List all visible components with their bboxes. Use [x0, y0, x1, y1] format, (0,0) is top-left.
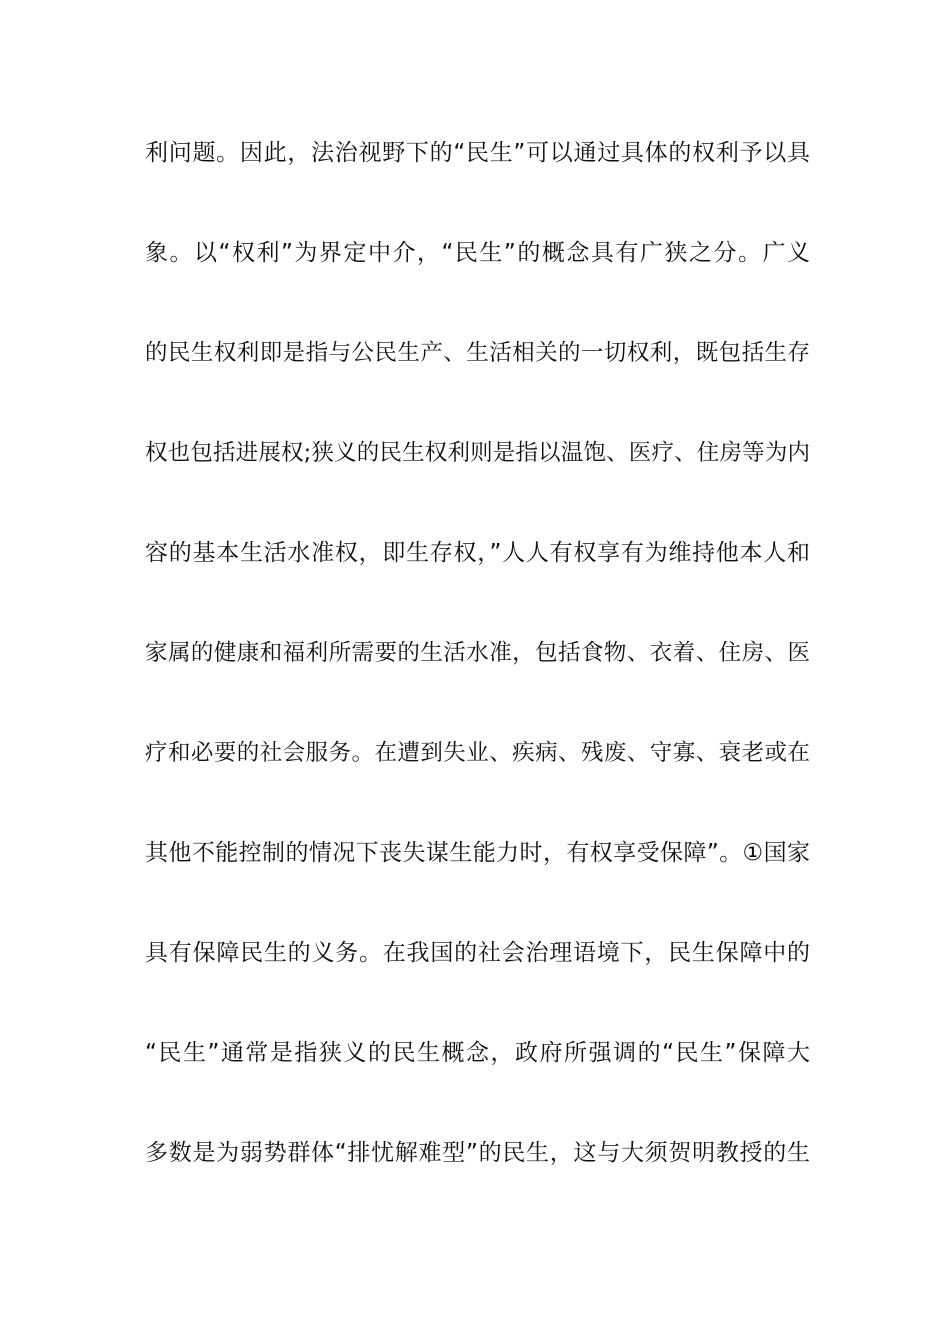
text-line: 疗和必要的社会服务。在遭到失业、疾病、残废、守寡、衰老或在	[145, 740, 810, 766]
body-text	[145, 128, 810, 1228]
text-line: 具有保障民生的义务。在我国的社会治理语境下，民生保障中的	[145, 940, 810, 966]
text-line: 权也包括进展权;狭义的民生权利则是指以温饱、医疗、住房等为内	[145, 440, 810, 466]
text-line: 多数是为弱势群体“排忧解难型”的民生，这与大须贺明教授的生	[145, 1140, 810, 1166]
text-line: 家属的健康和福利所需要的生活水准，包括食物、衣着、住房、医	[145, 640, 810, 666]
text-line: “民生”通常是指狭义的民生概念，政府所强调的“民生”保障大	[145, 1040, 810, 1066]
text-line: 的民生权利即是指与公民生产、生活相关的一切权利，既包括生存	[145, 340, 810, 366]
text-line: 容的基本生活水准权，即生存权，”人人有权享有为维持他本人和	[145, 540, 810, 566]
text-line: 象。以“权利”为界定中介，“民生”的概念具有广狭之分。广义	[145, 240, 810, 266]
text-line: 利问题。因此，法治视野下的“民生”可以通过具体的权利予以具	[145, 140, 810, 166]
text-line: 其他不能控制的情况下丧失谋生能力时，有权享受保障”。①国家	[145, 840, 810, 866]
